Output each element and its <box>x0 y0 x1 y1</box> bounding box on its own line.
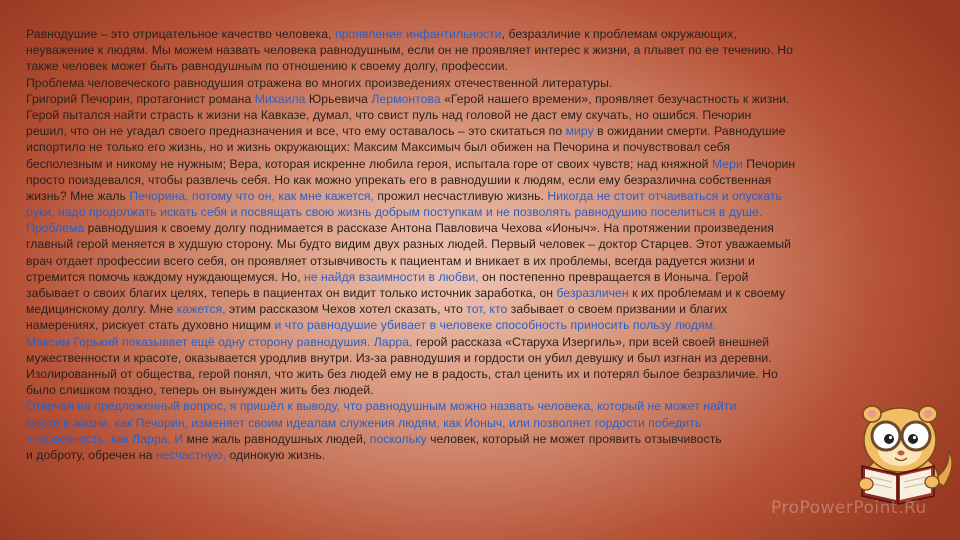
essay-line <box>26 123 908 139</box>
highlighted-text: кажется, <box>176 302 226 317</box>
essay-text-segment: мне жаль равнодушных людей, <box>183 431 370 446</box>
highlighted-text: поскольку <box>369 431 427 446</box>
essay-line <box>26 188 908 204</box>
essay-line <box>26 91 908 107</box>
essay-line <box>26 317 908 333</box>
essay-text-segment: , безразличие к проблемам окружающих, <box>501 27 737 41</box>
essay-text-segment: просто поиздевался, чтобы развлечь себя. Но как можно упрекать его в равнодушии к людям, если ему безразлична собственная <box>26 172 772 187</box>
essay-text-segment: намерениях, рискует стать духовно нищим <box>26 318 275 333</box>
highlighted-text: несчастную, <box>155 447 227 462</box>
highlighted-text: Мери <box>711 156 743 171</box>
essay-text-segment: к их проблемам и к своему <box>628 286 786 300</box>
essay-text-segment: было слишком поздно, теперь он вынужден жить без людей. <box>26 383 374 398</box>
essay-line <box>26 285 908 301</box>
essay-text-segment: бесполезным и никому не нужным; Вера, которая искренне любила героя, испытала горе от своих чувств; над княжной <box>26 156 712 171</box>
watermark: ProPowerPoint.Ru <box>771 498 927 518</box>
highlighted-text: тот, кто <box>466 302 508 317</box>
essay-text-segment: «Герой нашего времени», проявляет безучастность к жизни. <box>440 91 790 106</box>
essay-line <box>26 431 908 447</box>
essay-line <box>26 26 908 42</box>
hamster-reading-book-icon <box>832 398 960 510</box>
highlighted-text: проявление инфантильности <box>334 27 502 41</box>
essay-line <box>26 107 908 123</box>
essay-text-segment: Юрьевича <box>305 91 372 106</box>
essay-line <box>26 139 908 155</box>
essay-line <box>26 253 908 269</box>
highlighted-text: человечность, как Ларра. И <box>26 431 184 446</box>
essay-text-segment: Равнодушие – это отрицательное качество человека, <box>26 27 335 41</box>
essay-line <box>26 58 908 74</box>
essay-text-segment: он постепенно превращается в Ионыча. Герой <box>478 269 749 284</box>
essay-line <box>26 350 908 366</box>
essay-text-segment: испортило не только его жизнь, но и жизнь окружающих: Максим Максимыч был обижен на Печорина и почувствовал себя <box>26 140 731 155</box>
essay-text-segment: неуважение к людям. Мы можем назвать человека равнодушным, если он не проявляет интерес к жизни, а плывет по ее течению. Но <box>26 43 793 58</box>
essay-text-segment: в ожидании смерти. Равнодушие <box>593 124 786 139</box>
essay-line <box>26 204 908 220</box>
essay-line <box>26 236 908 252</box>
essay-text-segment: Герой пытался найти страсть к жизни на Кавказе, думал, что свист пуль над головой не даст ему скучать, но ошибся. Печорин <box>26 107 752 122</box>
highlighted-text: Печорина, потому что он, как мне кажется, <box>129 188 374 203</box>
essay-text-segment: Печорин <box>742 156 796 171</box>
essay-text-segment: медицинскому долгу. Мне <box>26 302 177 317</box>
highlighted-text: миру <box>565 124 594 139</box>
highlighted-text: место в жизни, как Печорин, изменяет своим идеалам служения людям, как Ионыч, или позволяет гордости победить <box>26 415 702 430</box>
highlighted-text: безразличен <box>556 286 629 300</box>
essay-line <box>26 366 908 382</box>
essay-text-segment: прожил несчастливую жизнь. <box>373 188 548 203</box>
essay-line <box>26 220 908 236</box>
essay-text-segment: забывает о своем призвании и благих <box>507 302 728 317</box>
essay-line <box>26 382 908 398</box>
essay-line <box>26 334 908 350</box>
essay-text-segment: Проблема человеческого равнодушия отражена во многих произведениях отечественной литературы. <box>26 75 613 90</box>
highlighted-text: Проблема <box>26 221 85 236</box>
essay-text-segment: стремится помочь каждому нуждающемуся. Но, <box>26 269 304 284</box>
essay-text-segment: также человек может быть равнодушным по отношению к своему долгу, профессии. <box>26 59 508 74</box>
highlighted-text: Максим Горький показывает ещё одну сторону равнодушия. Ларра, <box>26 334 413 349</box>
essay-text-segment: человек, который не может проявить отзывчивость <box>426 431 722 446</box>
essay-text-segment: Григорий Печорин, протагонист романа <box>26 91 255 106</box>
essay-text-segment: одинокую жизнь. <box>226 447 326 462</box>
essay-text-segment: жизнь? Мне жаль <box>26 188 130 203</box>
essay-text-segment: мужественности и красоте, оказывается уродлив внутри. Из-за равнодушия и гордости он убил девушку и был изгнан из деревни. <box>26 350 772 365</box>
essay-text-segment: равнодушия к своему долгу поднимается в рассказе Антона Павловича Чехова «Ионыч». На протяжении произведения <box>84 221 774 236</box>
essay-line <box>26 447 908 463</box>
highlighted-text: Отвечая на предложенный вопрос, я пришёл к выводу, что равнодушным можно назвать человека, который не может найти <box>26 399 737 414</box>
highlighted-text: руки, надо продолжать искать себя и посвящать свою жизнь добрым поступкам и не позволять равнодушию поселиться в душе. <box>26 205 763 220</box>
essay-line <box>26 398 908 414</box>
highlighted-text: Михаила <box>254 91 306 106</box>
essay-line <box>26 75 908 91</box>
highlighted-text: Никогда не стоит отчаиваться и опускать <box>547 188 782 203</box>
essay-text-segment: этим рассказом Чехов хотел сказать, что <box>225 302 467 317</box>
essay-text-segment: герой рассказа «Старуха Изергиль», при всей своей внешней <box>412 334 770 349</box>
essay-text-segment: забывает о своих благих целях, теперь в пациентах он видит только источник заработка, он <box>26 286 557 300</box>
essay-line <box>26 415 908 431</box>
essay-line <box>26 172 908 188</box>
essay-text-segment: Изолированный от общества, герой понял, что жить без людей ему не в радость, стал ценить их и потерял былое безразличие. Но <box>26 366 778 381</box>
essay-line <box>26 301 908 317</box>
essay-line <box>26 156 908 172</box>
essay-text-segment: и доброту, обречен на <box>26 447 156 462</box>
essay-text-segment: решил, что он не угадал своего предназначения и все, что ему оставалось – это скитаться по <box>26 124 566 139</box>
essay-line <box>26 269 908 285</box>
essay-text-segment: главный герой меняется в худшую сторону. Мы будто видим двух разных людей. Первый человек – доктор Старцев. Этот уважаемый <box>26 237 791 252</box>
highlighted-text: Лермонтова <box>371 91 441 106</box>
highlighted-text: не найдя взаимности в любви, <box>303 269 479 284</box>
essay-text-segment: врач отдает профессии всего себя, он проявляет отзывчивость к пациентам и вникает в их проблемы, всегда радуется жизни и <box>26 253 755 268</box>
essay-text <box>26 26 908 463</box>
highlighted-text: и что равнодушие убивает в человеке способность приносить пользу людям. <box>274 318 717 333</box>
essay-line <box>26 42 908 58</box>
